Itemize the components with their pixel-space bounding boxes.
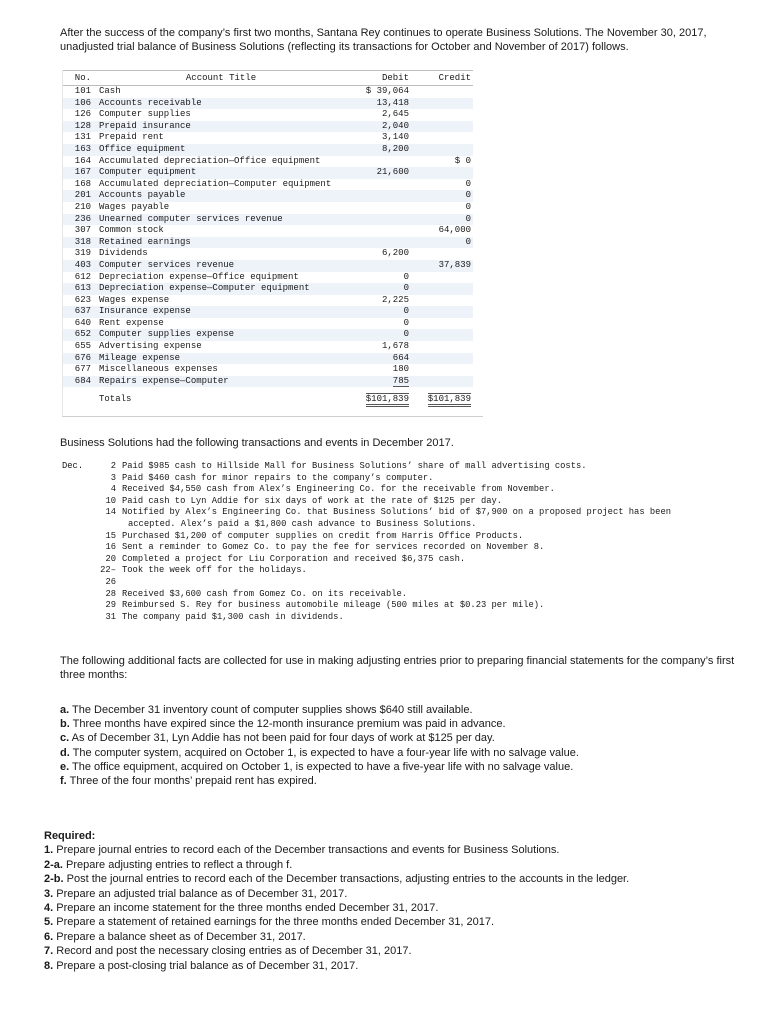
account-title: Rent expense	[99, 317, 164, 328]
table-row	[63, 109, 473, 121]
totals-label: Totals	[99, 393, 132, 404]
account-title: Accounts receivable	[97, 98, 345, 110]
fact-letter: c.	[60, 732, 70, 745]
table-row	[63, 295, 473, 307]
fact-item	[60, 746, 750, 760]
account-no: 167	[63, 167, 97, 179]
required-item	[44, 887, 744, 901]
required-item	[44, 944, 744, 958]
debit-value: 2,225	[381, 294, 409, 305]
header-account-title: Account Title	[97, 71, 345, 86]
account-no: 652	[63, 329, 97, 341]
account-no: 613	[63, 283, 97, 295]
required-item	[44, 901, 744, 915]
account-no: 168	[74, 178, 91, 189]
credit-value: 0	[465, 213, 471, 224]
transaction-row	[62, 565, 742, 577]
table-row	[63, 156, 473, 168]
transaction-row	[62, 589, 742, 601]
transaction-row	[62, 612, 742, 624]
table-row	[63, 306, 473, 318]
table-row	[63, 237, 473, 249]
debit-value: 3,140	[381, 132, 409, 143]
required-title: Required:	[44, 830, 96, 842]
table-row	[63, 260, 473, 272]
account-no: 319	[74, 248, 91, 259]
transactions-list	[62, 461, 742, 623]
required-text: Prepare journal entries to record each of the December transactions and events for Business Solutions.	[56, 844, 560, 857]
table-row	[63, 376, 473, 388]
transaction-month	[62, 600, 92, 612]
table-row	[63, 86, 473, 98]
account-title: Computer supplies	[99, 109, 191, 120]
transaction-month	[62, 542, 92, 554]
required-items	[44, 843, 744, 973]
debit-value: 1,678	[381, 341, 409, 352]
debit-value: 13,418	[376, 97, 409, 108]
required-number: 4.	[44, 902, 54, 915]
transaction-day: 3	[110, 472, 116, 483]
transaction-day: 20	[105, 553, 116, 564]
required-number: 2-b.	[44, 873, 64, 886]
totals-debit: $101,839	[366, 393, 409, 407]
transaction-day: 28	[105, 588, 116, 599]
account-no: 236	[63, 214, 97, 226]
debit-value: 785	[392, 375, 409, 386]
transaction-text: Paid $985 cash to Hillside Mall for Business Solutions’ share of mall advertising costs.	[122, 461, 587, 471]
transaction-row	[62, 496, 742, 508]
required-section	[44, 829, 744, 973]
trial-balance	[62, 70, 483, 417]
transaction-month	[62, 507, 92, 519]
fact-text: As of December 31, Lyn Addie has not been paid for four days of work at $125 per day.	[71, 732, 495, 745]
account-title: Retained earnings	[97, 237, 345, 249]
table-row	[63, 353, 473, 365]
transaction-day: 10	[105, 495, 116, 506]
transaction-text: Paid $460 cash for minor repairs to the company’s computer.	[122, 472, 434, 483]
debit-value: 2,040	[381, 120, 409, 131]
account-title: Unearned computer services revenue	[97, 214, 345, 226]
transaction-row	[62, 461, 742, 473]
account-no: 126	[74, 109, 91, 120]
account-title: Cash	[99, 86, 121, 96]
table-row	[63, 121, 473, 133]
account-no: 131	[74, 132, 91, 143]
credit-value: 0	[465, 190, 471, 201]
account-title: Accounts payable	[97, 190, 345, 202]
required-number: 8.	[44, 959, 54, 972]
table-row	[63, 283, 473, 295]
account-no: 318	[63, 237, 97, 249]
account-no: 106	[63, 98, 97, 110]
account-no: 677	[74, 364, 91, 375]
table-row	[63, 214, 473, 226]
debit-value: 180	[392, 364, 409, 375]
debit-value: 664	[392, 352, 409, 363]
account-no: 201	[63, 190, 97, 202]
fact-letter: a.	[60, 704, 70, 716]
table-row	[63, 225, 473, 237]
table-row	[63, 179, 473, 191]
transaction-row	[62, 600, 742, 612]
account-title: Mileage expense	[97, 353, 345, 365]
debit-value: 21,600	[376, 167, 409, 178]
account-no: 403	[63, 260, 97, 272]
header-no: No.	[63, 71, 97, 86]
fact-text: Three months have expired since the 12-month insurance premium was paid in advance.	[72, 718, 506, 731]
table-row	[63, 98, 473, 110]
account-title: Depreciation expense—Computer equipment	[97, 283, 345, 295]
account-no: 307	[74, 225, 91, 236]
transaction-text: Completed a project for Liu Corporation and received $6,375 cash.	[122, 553, 466, 564]
table-row	[63, 341, 473, 353]
transaction-text: Sent a reminder to Gomez Co. to pay the fee for services recorded on November 8.	[122, 542, 545, 553]
transactions-heading: Business Solutions had the following transactions and events in December 2017.	[60, 437, 454, 449]
header-debit: Debit	[345, 71, 411, 86]
transaction-month	[62, 554, 92, 566]
transaction-month	[62, 484, 92, 496]
transaction-day: 2	[110, 461, 116, 471]
fact-item	[60, 774, 750, 788]
account-no: 640	[74, 317, 91, 328]
required-number: 7.	[44, 945, 54, 958]
transaction-day: 16	[105, 542, 116, 553]
transaction-row	[62, 519, 742, 531]
required-text: Post the journal entries to record each of the December transactions, adjusting entries to the accounts in the ledger.	[66, 873, 630, 886]
table-row	[63, 132, 473, 144]
required-text: Record and post the necessary closing entries as of December 31, 2017.	[56, 945, 412, 958]
account-title: Dividends	[99, 248, 148, 259]
trial-balance-body	[63, 86, 473, 388]
credit-value: $ 0	[454, 155, 471, 166]
table-row	[63, 202, 473, 214]
header-credit: Credit	[411, 71, 473, 86]
transaction-day: 26	[105, 576, 116, 587]
required-text: Prepare a post-closing trial balance as of December 31, 2017.	[56, 959, 359, 972]
fact-text: The December 31 inventory count of computer supplies shows $640 still available.	[72, 704, 473, 716]
transaction-day: 29	[105, 600, 116, 611]
transaction-text	[122, 577, 742, 589]
account-title: Computer equipment	[97, 167, 345, 179]
transaction-row	[62, 542, 742, 554]
required-number: 6.	[44, 930, 54, 943]
transaction-text: Received $3,600 cash from Gomez Co. on its receivable.	[122, 588, 408, 599]
transaction-day: 31	[105, 611, 116, 622]
transaction-month	[62, 473, 92, 485]
account-title: Miscellaneous expenses	[99, 364, 218, 375]
debit-value: 0	[403, 306, 409, 317]
required-item	[44, 872, 744, 886]
account-no: 612	[74, 271, 91, 282]
debit-value: 8,200	[381, 143, 409, 154]
account-title: Computer services revenue	[97, 260, 345, 272]
transaction-month: Dec.	[62, 461, 84, 471]
table-row	[63, 248, 473, 260]
table-row	[63, 190, 473, 202]
debit-value: 6,200	[381, 248, 409, 259]
transaction-text: Took the week off for the holidays.	[122, 565, 307, 576]
debit-value: 0	[403, 329, 409, 340]
transaction-day: 15	[105, 530, 116, 541]
fact-item	[60, 703, 750, 717]
debit-value: 0	[403, 283, 409, 294]
fact-item	[60, 731, 750, 745]
required-item	[44, 915, 744, 929]
account-no: 637	[63, 306, 97, 318]
facts-intro: The following additional facts are collected for use in making adjusting entries prior to preparing financial statements for the company’s first three months:	[60, 655, 735, 681]
required-text: Prepare adjusting entries to reflect a through f.	[66, 858, 293, 871]
transaction-row	[62, 484, 742, 496]
credit-value: 0	[465, 201, 471, 212]
account-no: 163	[63, 144, 97, 156]
transaction-text: Notified by Alex’s Engineering Co. that Business Solutions’ bid of $7,900 on a proposed project has been	[122, 507, 672, 518]
table-header-row	[63, 71, 473, 86]
account-no: 676	[63, 353, 97, 365]
account-no: 101	[74, 86, 91, 96]
account-no: 128	[63, 121, 97, 133]
transaction-text: Paid cash to Lyn Addie for six days of work at the rate of $125 per day.	[122, 495, 503, 506]
transaction-row	[62, 577, 742, 589]
transaction-month	[62, 565, 92, 577]
transaction-text: Received $4,550 cash from Alex’s Engineering Co. for the receivable from November.	[122, 484, 555, 495]
transaction-day: 14	[105, 507, 116, 518]
transaction-text: accepted. Alex’s paid a $1,800 cash advance to Business Solutions.	[128, 518, 477, 529]
account-title: Office equipment	[97, 144, 345, 156]
transaction-row	[62, 507, 742, 519]
fact-text: Three of the four months’ prepaid rent has expired.	[69, 775, 317, 788]
account-title: Prepaid insurance	[97, 121, 345, 133]
required-item	[44, 858, 744, 872]
transaction-text: Reimbursed S. Rey for business automobile mileage (500 miles at $0.23 per mile).	[122, 600, 545, 611]
required-item	[44, 930, 744, 944]
account-title: Wages expense	[99, 294, 170, 305]
required-number: 1.	[44, 844, 54, 857]
required-number: 3.	[44, 887, 54, 900]
totals-row	[63, 387, 473, 407]
transaction-month	[62, 612, 92, 624]
required-text: Prepare an income statement for the three months ended December 31, 2017.	[56, 902, 439, 915]
required-item	[44, 843, 744, 857]
fact-text: The computer system, acquired on October 1, is expected to have a four-year life with no salvage value.	[72, 746, 579, 759]
account-title: Repairs expense—Computer	[97, 376, 345, 388]
account-no: 623	[74, 294, 91, 305]
account-no: 655	[74, 341, 91, 352]
transaction-month	[62, 589, 92, 601]
transaction-day: 22–	[100, 565, 116, 576]
transaction-row	[62, 554, 742, 566]
credit-value: 0	[465, 236, 471, 247]
credit-value: 37,839	[438, 259, 471, 270]
table-row	[63, 272, 473, 284]
table-row	[63, 329, 473, 341]
credit-value: 64,000	[438, 225, 471, 236]
fact-letter: e.	[60, 760, 70, 773]
debit-value: 0	[403, 317, 409, 328]
table-row	[63, 318, 473, 330]
adjusting-facts-list	[60, 703, 750, 788]
account-no: 684	[63, 376, 97, 388]
account-no: 210	[74, 201, 91, 212]
transaction-text: The company paid $1,300 cash in dividends.	[122, 611, 344, 622]
fact-letter: f.	[60, 775, 67, 788]
account-title: Computer supplies expense	[97, 329, 345, 341]
account-title: Common stock	[99, 225, 164, 236]
credit-value: 0	[465, 178, 471, 189]
account-title: Accumulated depreciation—Computer equipment	[99, 178, 332, 189]
required-text: Prepare an adjusted trial balance as of December 31, 2017.	[56, 887, 348, 900]
table-row	[63, 144, 473, 156]
transaction-row	[62, 473, 742, 485]
required-number: 2-a.	[44, 858, 63, 871]
transaction-month	[62, 531, 92, 543]
transaction-month	[62, 577, 92, 589]
debit-value: $ 39,064	[365, 86, 409, 96]
fact-letter: d.	[60, 746, 70, 759]
account-title: Advertising expense	[99, 341, 202, 352]
account-title: Accumulated depreciation—Office equipment	[99, 155, 321, 166]
required-item	[44, 959, 744, 973]
fact-letter: b.	[60, 718, 70, 731]
intro-paragraph: After the success of the company’s first two months, Santana Rey continues to operate Business Solutions. The November 30, 2017, unadjusted trial balance of Business Solutions (reflecting its transactions for October and November of 2017) follows.	[60, 27, 707, 53]
required-number: 5.	[44, 916, 54, 929]
transaction-day: 4	[110, 484, 116, 495]
trial-balance-table	[63, 70, 473, 407]
transaction-row	[62, 531, 742, 543]
fact-text: The office equipment, acquired on October 1, is expected to have a five-year life with no salvage value.	[72, 760, 574, 773]
transaction-text: Purchased $1,200 of computer supplies on credit from Harris Office Products.	[122, 530, 524, 541]
account-title: Insurance expense	[97, 306, 345, 318]
transaction-month	[62, 496, 92, 508]
account-no: 164	[74, 155, 91, 166]
table-row	[63, 167, 473, 179]
account-title: Prepaid rent	[99, 132, 164, 143]
table-row	[63, 364, 473, 376]
fact-item	[60, 760, 750, 774]
required-text: Prepare a statement of retained earnings for the three months ended December 31, 2017.	[56, 916, 495, 929]
debit-value: 0	[403, 271, 409, 282]
fact-item	[60, 717, 750, 731]
required-text: Prepare a balance sheet as of December 31, 2017.	[56, 930, 306, 943]
totals-credit: $101,839	[428, 393, 471, 407]
debit-value: 2,645	[381, 109, 409, 120]
account-title: Depreciation expense—Office equipment	[99, 271, 299, 282]
account-title: Wages payable	[99, 201, 170, 212]
